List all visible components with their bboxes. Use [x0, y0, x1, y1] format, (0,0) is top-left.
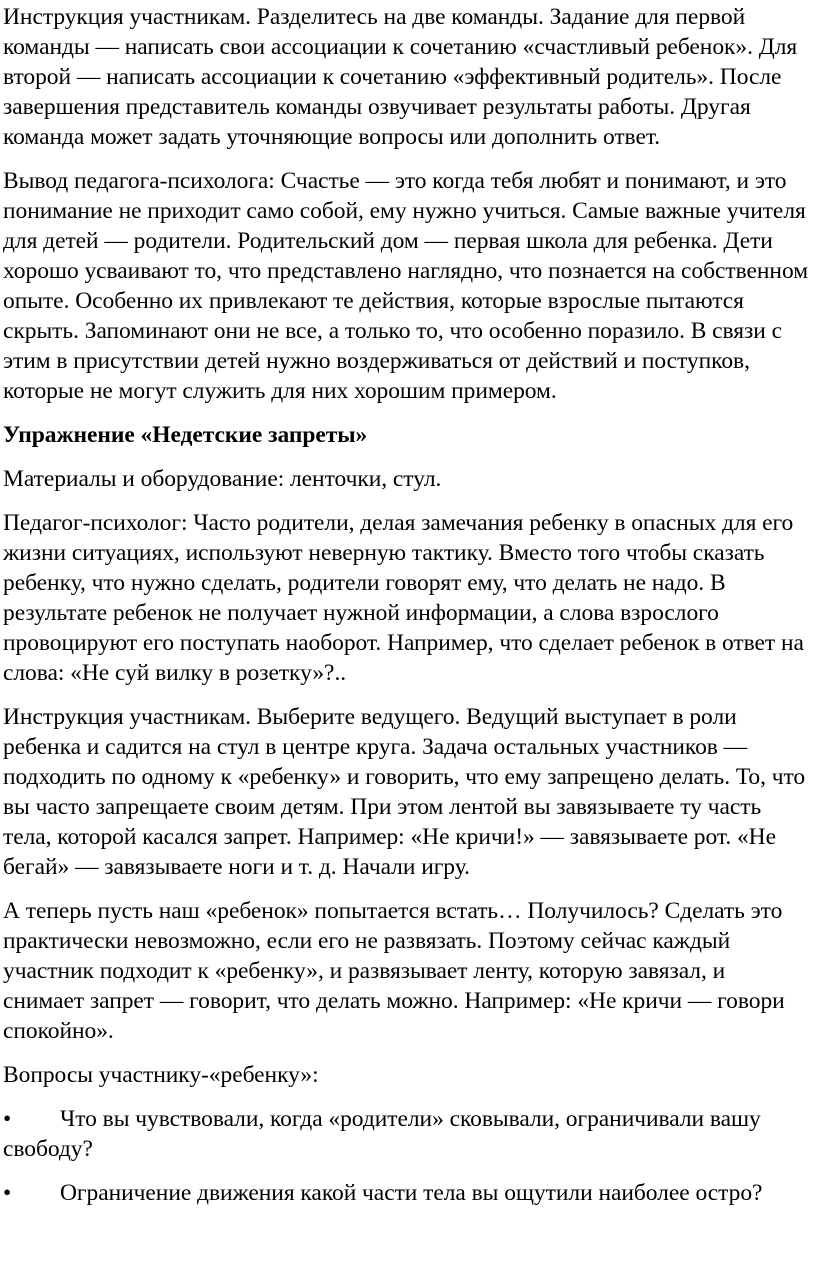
list-item-text: Ограничение движения какой части тела вы ощутили наиболее остро? [60, 1180, 763, 1206]
bullet-icon: • [3, 1106, 12, 1132]
paragraph-materials: Материалы и оборудование: ленточки, стул. [3, 466, 442, 492]
paragraph-psychologist-intro: Педагог-психолог: Часто родители, делая замечания ребенку в опасных для его жизни ситуациях, используют неверную тактику. Вместо того чтобы сказать ребенку, что нужно сделать, родители говорят ему, что делать не надо. В результате ребенок не получает нужной информации, а слова взрослого провоцируют его поступать наоборот. Например, что сделает ребенок в ответ на слова: «Не суй вилку в розетку»?.. [3, 510, 804, 686]
exercise-heading: Упражнение «Недетские запреты» [3, 422, 368, 448]
paragraph-questions-label: Вопросы участнику-«ребенку»: [3, 1062, 319, 1088]
bullet-icon: • [3, 1180, 12, 1206]
paragraph-psychologist-conclusion: Вывод педагога-психолога: Счастье — это когда тебя любят и понимают, и это понимание не приходит само собой, ему нужно учиться. Самые важные учителя для детей — родители. Родительский дом — первая школа для ребенка. Дети хорошо усваивают то, что представлено наглядно, что познается на собственном опыте. Особенно их привлекают те действия, которые взрослые пытаются скрыть. Запоминают они не все, а только то, что особенно поразило. В связи с этим в присутствии детей нужно воздерживаться от действий и поступков, которые не могут служить для них хорошим примером. [3, 168, 809, 404]
list-item-text: Что вы чувствовали, когда «родители» сковывали, ограничивали вашу свободу? [3, 1106, 761, 1162]
paragraph-instructions-teams: Инструкция участникам. Разделитесь на две команды. Задание для первой команды — написать свои ассоциации к сочетанию «счастливый ребенок». Для второй — написать ассоциации к сочетанию «эффективный родитель». После завершения представитель команды озвучивает результаты работы. Другая команда может задать уточняющие вопросы или дополнить ответ. [3, 4, 798, 150]
list-item [3, 1104, 808, 1164]
paragraph-instructions-game: Инструкция участникам. Выберите ведущего. Ведущий выступает в роли ребенка и садится на стул в центре круга. Задача остальных участников — подходить по одному к «ребенку» и говорить, что ему запрещено делать. То, что вы часто запрещаете своим детям. При этом лентой вы завязываете ту часть тела, которой касался запрет. Например: «Не кричи!» — завязываете рот. «Не бегай» — завязываете ноги и т. д. Начали игру. [3, 704, 806, 880]
paragraph-untie: А теперь пусть наш «ребенок» попытается встать… Получилось? Сделать это практически невозможно, если его не развязать. Поэтому сейчас каждый участник подходит к «ребенку», и развязывает ленту, которую завязал, и снимает запрет — говорит, что делать можно. Например: «Не кричи — говори спокойно». [3, 898, 785, 1044]
list-item [3, 1178, 808, 1208]
